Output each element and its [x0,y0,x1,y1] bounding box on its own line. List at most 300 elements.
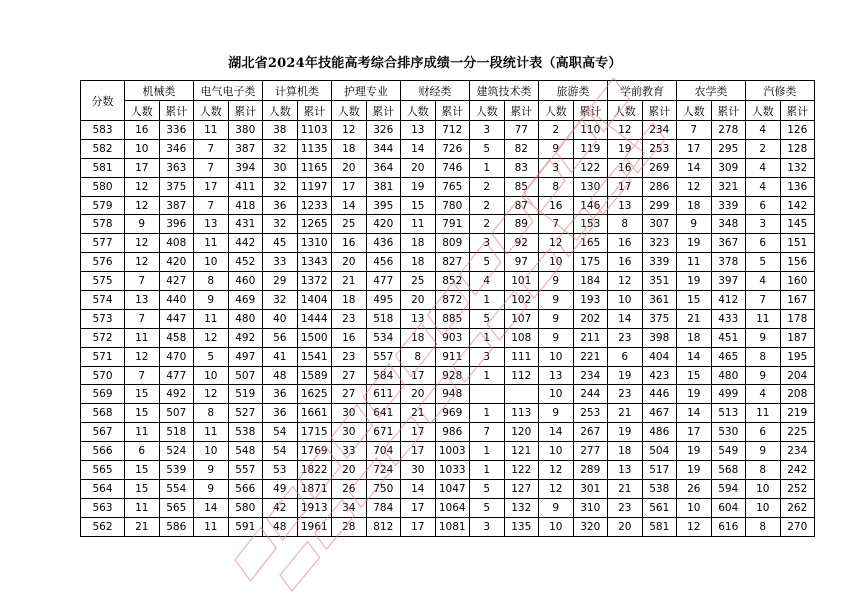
cumulative-cell: 791 [435,215,470,234]
cumulative-cell: 566 [228,479,263,498]
table-row [81,461,815,480]
count-cell: 4 [746,385,781,404]
count-cell: 20 [332,461,367,480]
count-cell: 16 [608,234,643,253]
count-cell: 26 [677,479,712,498]
cumulative-cell: 242 [780,461,815,480]
count-cell: 1 [470,461,505,480]
cumulative-cell: 458 [159,328,194,347]
cumulative-cell: 418 [228,196,263,215]
count-cell: 8 [746,517,781,536]
score-cell: 572 [81,328,125,347]
count-cell: 21 [677,309,712,328]
cumulative-subheader: 累计 [711,101,746,121]
cumulative-cell: 112 [504,366,539,385]
cumulative-cell: 87 [504,196,539,215]
cumulative-cell: 97 [504,253,539,272]
cumulative-cell: 395 [366,196,401,215]
cumulative-cell: 903 [435,328,470,347]
count-cell: 3 [539,158,574,177]
count-cell: 54 [263,423,298,442]
cumulative-cell: 387 [159,196,194,215]
count-cell: 9 [539,272,574,291]
count-cell: 13 [401,309,436,328]
count-cell: 14 [608,309,643,328]
table-row [81,158,815,177]
cumulative-cell: 309 [711,158,746,177]
count-cell: 12 [539,461,574,480]
cumulative-cell: 412 [711,291,746,310]
cumulative-cell: 469 [228,291,263,310]
count-subheader: 人数 [677,101,712,121]
cumulative-cell: 420 [159,253,194,272]
cumulative-cell: 136 [780,177,815,196]
count-cell: 15 [125,404,160,423]
count-cell: 10 [608,291,643,310]
count-cell: 12 [677,517,712,536]
count-cell: 8 [194,404,229,423]
score-cell: 562 [81,517,125,536]
count-cell: 13 [539,366,574,385]
score-cell: 566 [81,442,125,461]
count-cell: 4 [746,158,781,177]
cumulative-cell: 538 [228,423,263,442]
cumulative-cell: 113 [504,404,539,423]
category-header: 机械类 [125,81,194,101]
count-cell: 3 [470,347,505,366]
cumulative-cell: 530 [711,423,746,442]
cumulative-cell: 208 [780,385,815,404]
count-cell: 21 [608,479,643,498]
cumulative-cell: 363 [159,158,194,177]
count-cell: 17 [401,442,436,461]
cumulative-cell: 344 [366,139,401,158]
cumulative-cell: 83 [504,158,539,177]
cumulative-cell: 348 [711,215,746,234]
count-cell: 12 [125,177,160,196]
score-cell: 571 [81,347,125,366]
cumulative-cell: 928 [435,366,470,385]
cumulative-cell: 1310 [297,234,332,253]
cumulative-cell: 108 [504,328,539,347]
category-header: 农学类 [677,81,746,101]
count-cell: 13 [401,121,436,140]
cumulative-cell: 465 [711,347,746,366]
score-cell: 577 [81,234,125,253]
cumulative-cell: 122 [504,461,539,480]
cumulative-cell: 1444 [297,309,332,328]
cumulative-cell: 295 [711,139,746,158]
score-cell: 563 [81,498,125,517]
cumulative-cell: 1961 [297,517,332,536]
count-cell: 2 [470,196,505,215]
count-cell: 15 [125,385,160,404]
cumulative-cell: 911 [435,347,470,366]
cumulative-cell: 381 [366,177,401,196]
count-cell: 10 [539,517,574,536]
cumulative-cell: 351 [642,272,677,291]
score-cell: 575 [81,272,125,291]
count-cell: 3 [470,517,505,536]
cumulative-cell: 885 [435,309,470,328]
count-cell: 30 [332,423,367,442]
count-subheader: 人数 [746,101,781,121]
cumulative-cell [504,385,539,404]
cumulative-cell: 440 [159,291,194,310]
count-cell: 10 [194,442,229,461]
count-cell: 9 [539,291,574,310]
cumulative-cell: 431 [228,215,263,234]
cumulative-cell: 323 [642,234,677,253]
score-cell: 567 [81,423,125,442]
count-cell: 14 [677,347,712,366]
table-row [81,309,815,328]
count-cell: 38 [263,121,298,140]
count-cell: 18 [677,196,712,215]
count-cell: 12 [125,347,160,366]
score-cell: 565 [81,461,125,480]
score-cell: 574 [81,291,125,310]
count-cell: 56 [263,328,298,347]
cumulative-cell: 561 [642,498,677,517]
count-cell: 13 [194,215,229,234]
count-cell: 49 [263,479,298,498]
cumulative-cell: 122 [573,158,608,177]
cumulative-cell: 504 [642,442,677,461]
cumulative-subheader: 累计 [297,101,332,121]
count-cell: 5 [470,139,505,158]
count-cell: 45 [263,234,298,253]
count-cell: 1 [470,366,505,385]
count-cell: 11 [125,328,160,347]
count-cell: 23 [332,347,367,366]
cumulative-cell: 132 [504,498,539,517]
score-cell: 583 [81,121,125,140]
count-cell: 6 [746,423,781,442]
table-row [81,139,815,158]
count-cell: 21 [401,404,436,423]
cumulative-cell: 85 [504,177,539,196]
count-cell: 28 [332,517,367,536]
cumulative-cell: 594 [711,479,746,498]
cumulative-cell: 477 [159,366,194,385]
count-subheader: 人数 [263,101,298,121]
count-cell: 8 [608,215,643,234]
cumulative-cell: 375 [642,309,677,328]
cumulative-cell: 480 [711,366,746,385]
cumulative-cell: 411 [228,177,263,196]
table-header [81,81,815,121]
count-cell: 9 [539,139,574,158]
score-cell: 578 [81,215,125,234]
cumulative-cell: 156 [780,253,815,272]
count-cell: 18 [401,328,436,347]
cumulative-cell: 145 [780,215,815,234]
count-cell: 1 [470,328,505,347]
category-header: 财经类 [401,81,470,101]
cumulative-cell: 1913 [297,498,332,517]
count-cell: 12 [677,177,712,196]
count-cell: 4 [746,121,781,140]
cumulative-cell: 442 [228,234,263,253]
count-cell: 10 [194,366,229,385]
count-cell: 9 [677,215,712,234]
cumulative-cell: 591 [228,517,263,536]
cumulative-cell: 1103 [297,121,332,140]
cumulative-cell: 1047 [435,479,470,498]
score-column-header: 分数 [81,81,125,121]
count-cell: 19 [608,366,643,385]
count-cell: 15 [401,196,436,215]
cumulative-cell: 460 [228,272,263,291]
cumulative-cell: 1343 [297,253,332,272]
score-cell: 582 [81,139,125,158]
cumulative-cell: 565 [159,498,194,517]
cumulative-cell: 539 [159,461,194,480]
cumulative-cell: 178 [780,309,815,328]
count-cell: 16 [608,158,643,177]
count-cell: 8 [401,347,436,366]
count-cell: 3 [746,215,781,234]
count-cell: 8 [539,177,574,196]
cumulative-cell: 1625 [297,385,332,404]
count-cell: 1 [470,291,505,310]
count-cell: 20 [401,291,436,310]
cumulative-cell: 202 [573,309,608,328]
count-cell: 15 [677,291,712,310]
cumulative-cell: 339 [711,196,746,215]
cumulative-cell: 1064 [435,498,470,517]
count-cell: 19 [401,177,436,196]
cumulative-cell: 286 [642,177,677,196]
count-cell: 7 [677,121,712,140]
count-cell: 8 [746,461,781,480]
count-cell: 20 [332,253,367,272]
cumulative-cell: 580 [228,498,263,517]
count-cell: 9 [746,328,781,347]
count-cell: 10 [194,253,229,272]
count-cell: 40 [263,309,298,328]
count-subheader: 人数 [539,101,574,121]
count-cell: 10 [539,347,574,366]
table-row [81,404,815,423]
cumulative-cell: 456 [366,253,401,272]
count-cell: 2 [470,177,505,196]
count-cell: 19 [608,423,643,442]
score-cell: 580 [81,177,125,196]
count-cell: 5 [194,347,229,366]
count-cell: 25 [401,272,436,291]
count-cell: 17 [401,366,436,385]
cumulative-cell: 1404 [297,291,332,310]
cumulative-cell: 111 [504,347,539,366]
cumulative-cell: 1715 [297,423,332,442]
cumulative-subheader: 累计 [573,101,608,121]
cumulative-cell: 827 [435,253,470,272]
score-cell: 564 [81,479,125,498]
cumulative-cell: 77 [504,121,539,140]
cumulative-cell: 361 [642,291,677,310]
cumulative-cell: 146 [573,196,608,215]
count-cell: 18 [401,234,436,253]
count-cell: 14 [401,479,436,498]
count-cell: 26 [332,479,367,498]
cumulative-cell: 339 [642,253,677,272]
cumulative-cell: 397 [711,272,746,291]
count-cell: 19 [677,442,712,461]
count-cell: 4 [470,272,505,291]
count-cell: 10 [539,385,574,404]
cumulative-cell: 1003 [435,442,470,461]
count-cell: 21 [125,517,160,536]
cumulative-cell: 204 [780,366,815,385]
score-distribution-table [80,80,815,537]
cumulative-cell: 524 [159,442,194,461]
count-cell: 9 [539,404,574,423]
cumulative-cell: 765 [435,177,470,196]
count-cell: 14 [677,158,712,177]
cumulative-cell: 495 [366,291,401,310]
count-cell: 10 [746,479,781,498]
count-cell: 23 [608,385,643,404]
count-cell: 10 [746,498,781,517]
count-cell: 9 [194,291,229,310]
cumulative-subheader: 累计 [435,101,470,121]
count-cell: 9 [746,366,781,385]
count-cell: 36 [263,196,298,215]
cumulative-cell: 130 [573,177,608,196]
cumulative-cell: 378 [711,253,746,272]
cumulative-cell: 1233 [297,196,332,215]
count-cell: 4 [746,272,781,291]
cumulative-cell: 367 [711,234,746,253]
count-cell: 17 [194,177,229,196]
count-cell: 42 [263,498,298,517]
count-cell: 19 [608,139,643,158]
count-cell: 48 [263,517,298,536]
score-cell: 576 [81,253,125,272]
cumulative-cell: 492 [159,385,194,404]
count-cell: 2 [539,121,574,140]
count-cell: 12 [332,121,367,140]
cumulative-cell: 160 [780,272,815,291]
table-row [81,215,815,234]
cumulative-cell: 219 [780,404,815,423]
count-cell: 41 [263,347,298,366]
category-header: 学前教育 [608,81,677,101]
table-row [81,253,815,272]
cumulative-cell: 184 [573,272,608,291]
cumulative-cell: 538 [642,479,677,498]
count-cell: 1 [470,404,505,423]
cumulative-cell: 89 [504,215,539,234]
cumulative-cell: 110 [573,121,608,140]
count-cell: 16 [332,234,367,253]
count-subheader: 人数 [401,101,436,121]
cumulative-cell: 121 [504,442,539,461]
count-cell: 12 [194,328,229,347]
count-subheader: 人数 [470,101,505,121]
category-header: 旅游类 [539,81,608,101]
document-title: 湖北省2024年技能高考综合排序成绩一分一段统计表（高职高专） [228,56,622,71]
cumulative-cell: 1822 [297,461,332,480]
cumulative-cell: 1541 [297,347,332,366]
count-subheader: 人数 [125,101,160,121]
count-cell: 14 [194,498,229,517]
count-cell: 11 [125,423,160,442]
cumulative-cell: 1661 [297,404,332,423]
count-cell: 11 [194,121,229,140]
cumulative-cell: 446 [642,385,677,404]
cumulative-cell: 452 [228,253,263,272]
table-row [81,177,815,196]
count-cell: 17 [608,177,643,196]
cumulative-cell: 165 [573,234,608,253]
count-cell: 14 [332,196,367,215]
count-cell: 3 [470,234,505,253]
count-cell: 7 [194,158,229,177]
cumulative-cell: 518 [159,423,194,442]
count-cell: 30 [332,404,367,423]
count-cell: 13 [608,461,643,480]
count-cell: 10 [539,253,574,272]
count-cell: 19 [677,234,712,253]
count-cell: 11 [194,517,229,536]
count-cell: 11 [125,498,160,517]
count-cell: 32 [263,139,298,158]
count-cell: 53 [263,461,298,480]
cumulative-cell: 252 [780,479,815,498]
count-cell: 18 [401,253,436,272]
count-cell: 23 [608,498,643,517]
count-cell: 20 [608,517,643,536]
cumulative-cell: 518 [366,309,401,328]
count-cell: 17 [401,517,436,536]
cumulative-cell: 375 [159,177,194,196]
cumulative-cell: 557 [366,347,401,366]
cumulative-cell: 513 [711,404,746,423]
cumulative-cell: 307 [642,215,677,234]
count-cell: 20 [401,158,436,177]
table-row [81,121,815,140]
count-cell: 19 [677,385,712,404]
count-cell: 6 [746,196,781,215]
count-cell: 19 [677,272,712,291]
cumulative-cell: 211 [573,328,608,347]
cumulative-cell: 969 [435,404,470,423]
count-cell: 5 [470,309,505,328]
cumulative-cell: 948 [435,385,470,404]
cumulative-cell: 447 [159,309,194,328]
cumulative-cell: 812 [366,517,401,536]
table-row [81,347,815,366]
count-cell: 32 [263,291,298,310]
cumulative-subheader: 累计 [159,101,194,121]
cumulative-cell: 427 [159,272,194,291]
cumulative-cell: 336 [159,121,194,140]
count-cell: 11 [746,404,781,423]
cumulative-cell: 1589 [297,366,332,385]
count-cell: 7 [125,309,160,328]
cumulative-cell: 1081 [435,517,470,536]
table-row [81,498,815,517]
cumulative-cell: 519 [228,385,263,404]
cumulative-cell: 253 [642,139,677,158]
count-cell: 11 [746,309,781,328]
count-cell: 12 [194,385,229,404]
cumulative-cell: 1769 [297,442,332,461]
count-cell: 33 [332,442,367,461]
